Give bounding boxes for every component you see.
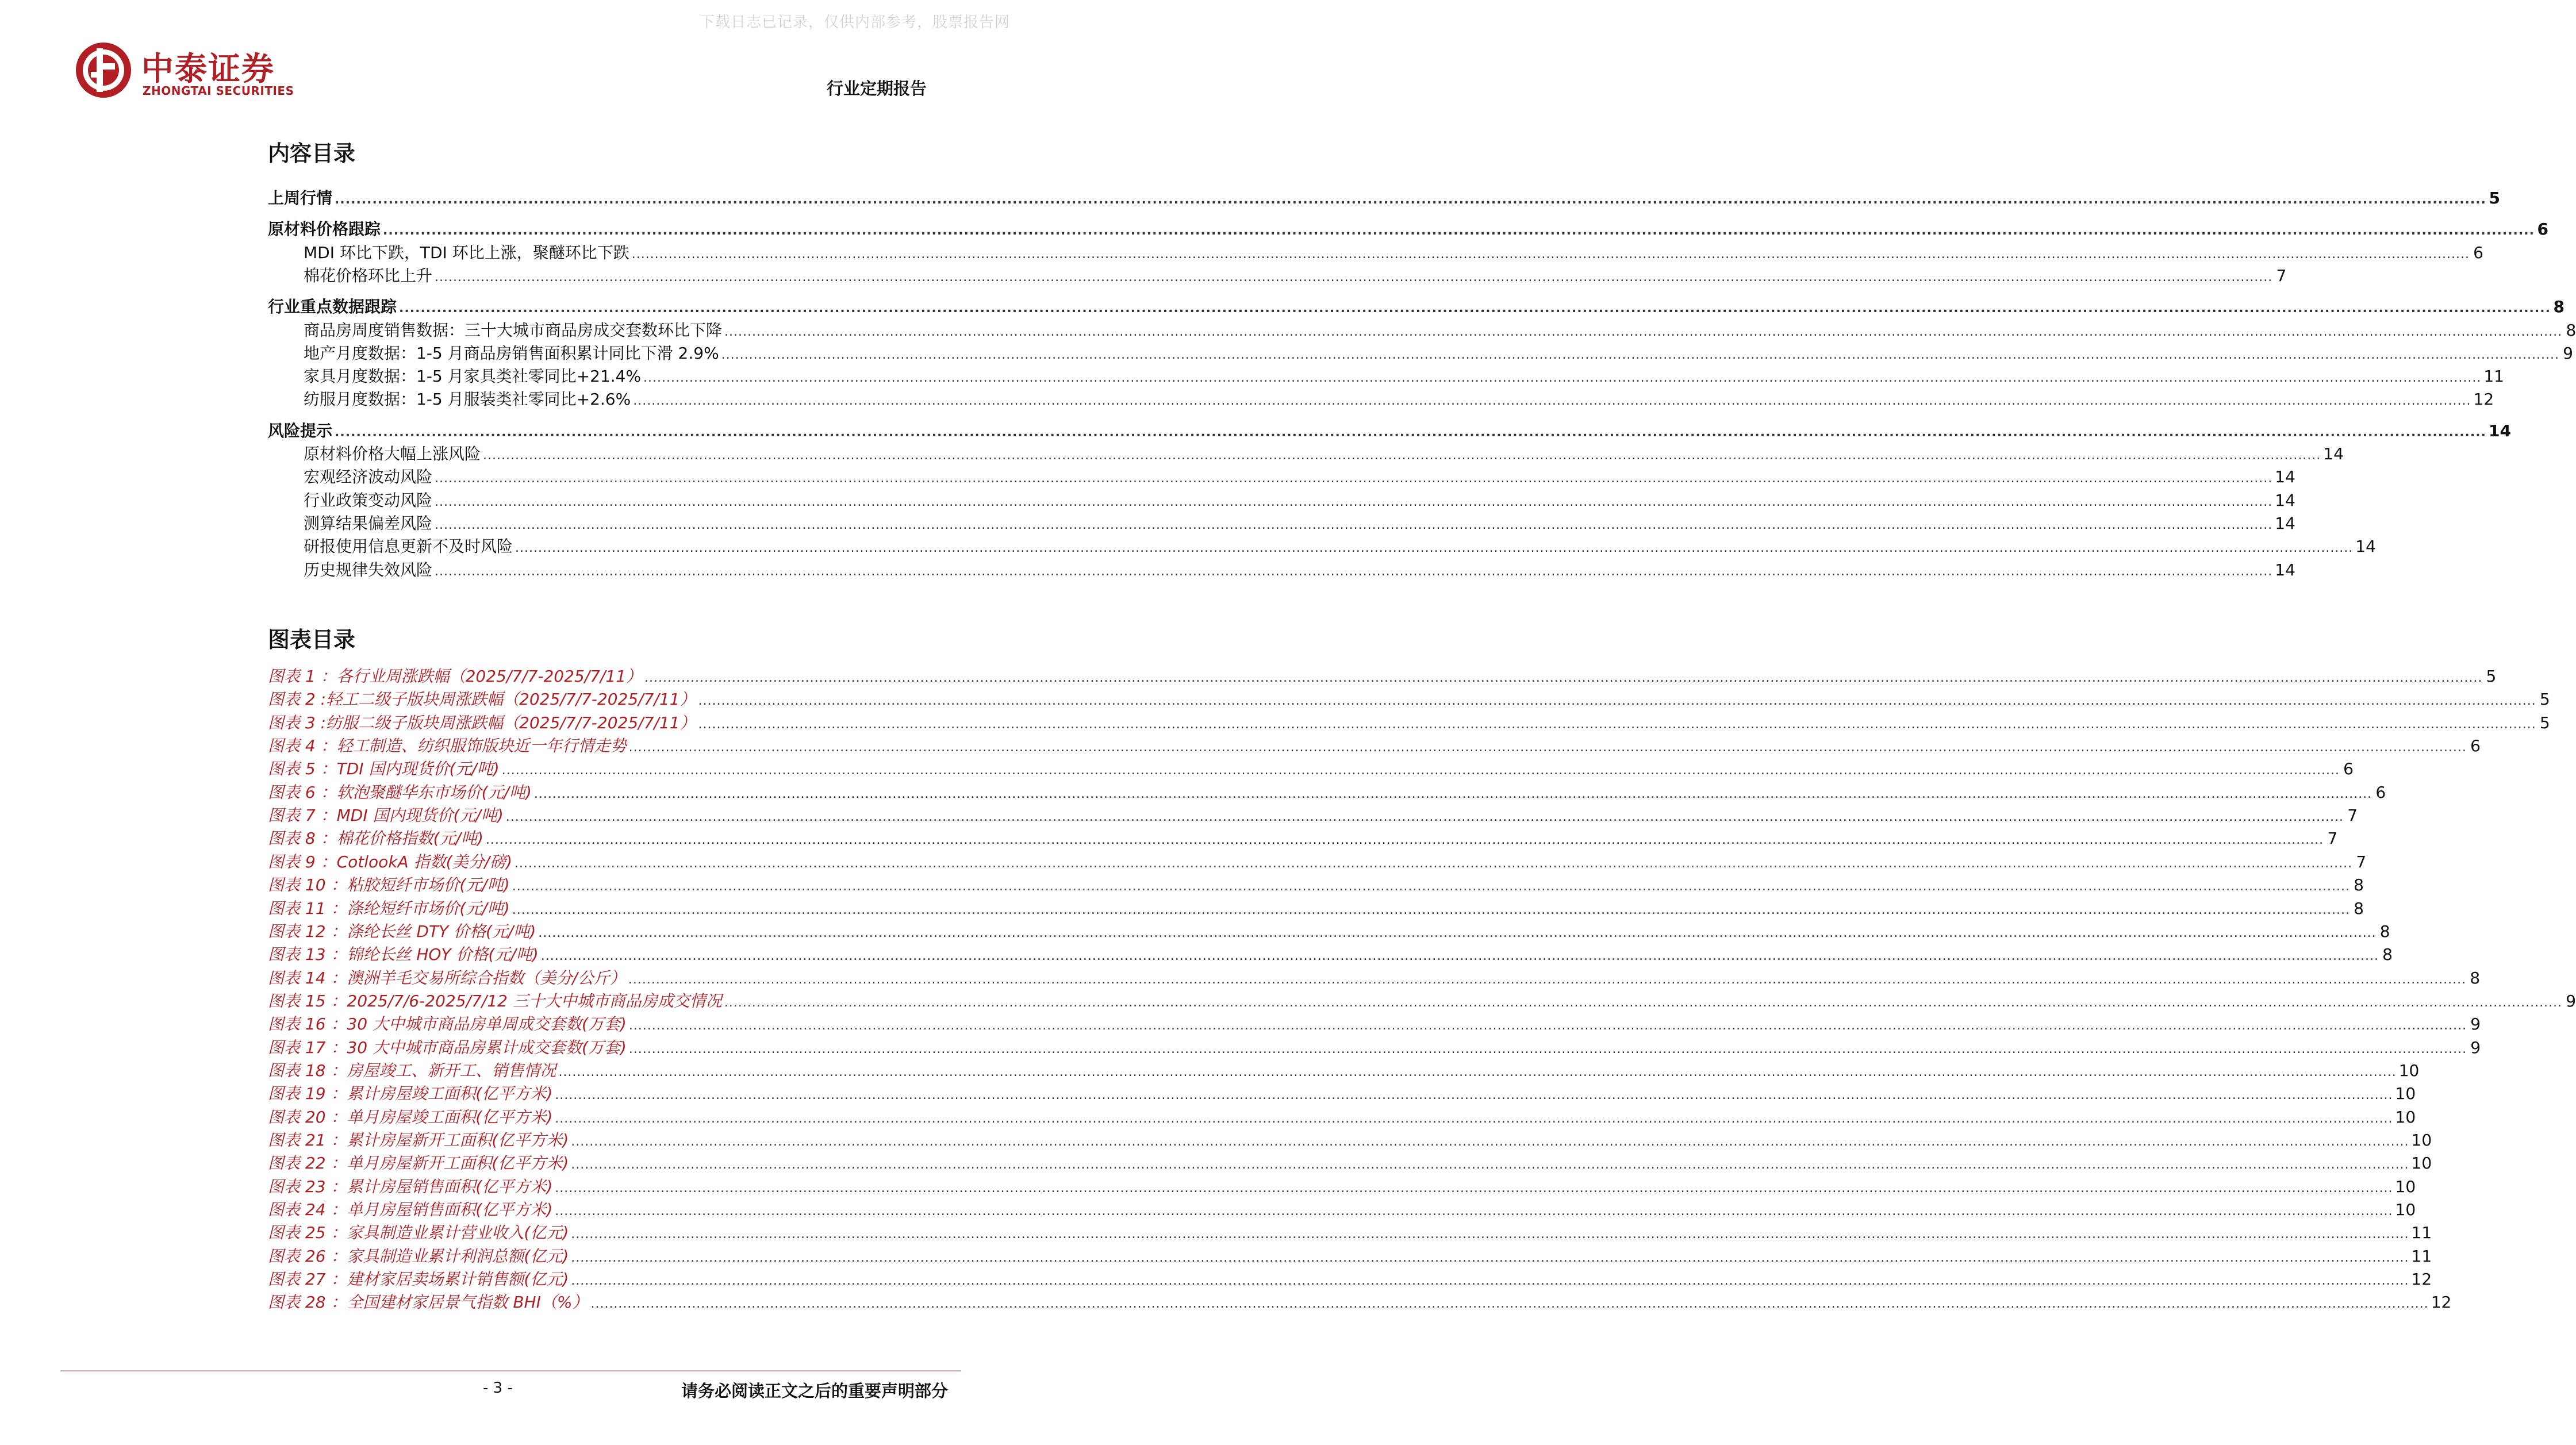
dot-leader: ................................................................................................................................................................................................................................................................................................................................................................................................................ [633, 394, 2471, 409]
entry-page-number: 5 [2486, 667, 2497, 686]
entry-label: 图表 12 ：涤纶长丝 DTY 价格(元/吨) [268, 921, 536, 941]
dot-leader: ................................................................................................................................................................................................................................................................................................................................................................................................................ [483, 448, 2321, 463]
entry-label: 研报使用信息更新不及时风险 [304, 537, 513, 556]
dot-leader: ................................................................................................................................................................................................................................................................................................................................................................................................................ [435, 494, 2273, 509]
entry-page-number: 7 [2276, 266, 2287, 285]
dot-leader: ................................................................................................................................................................................................................................................................................................................................................................................................................ [724, 324, 2563, 339]
entry-label: 原材料价格跟踪 [268, 220, 381, 239]
figure-entry[interactable] [268, 1174, 2416, 1197]
figure-entry[interactable] [268, 872, 2364, 895]
entry-label: 图表 10 ：粘胶短纤市场价(元/吨) [268, 875, 510, 895]
entry-label: 图表 13 ：锦纶长丝 HOY 价格(元/吨) [268, 945, 539, 964]
entry-page-number: 14 [2275, 490, 2295, 510]
entry-label: 棉花价格环比上升 [304, 266, 433, 285]
logo-chinese-name: 中泰证券 [141, 51, 275, 88]
entry-page-number: 10 [2411, 1131, 2432, 1150]
dot-leader: ................................................................................................................................................................................................................................................................................................................................................................................................................ [335, 193, 2486, 207]
watermark: 下载日志已记录，仅供内部参考，股票报告网 [699, 14, 1010, 31]
entry-page-number: 7 [2356, 852, 2367, 871]
entry-label: 行业政策变动风险 [304, 490, 433, 510]
figure-entry[interactable] [268, 896, 2364, 919]
dot-leader: ................................................................................................................................................................................................................................................................................................................................................................................................................ [501, 763, 2340, 778]
figure-entry[interactable] [268, 825, 2338, 848]
toc-entry[interactable] [268, 363, 2504, 386]
dot-leader: ................................................................................................................................................................................................................................................................................................................................................................................................................ [383, 224, 2535, 239]
entry-label: 图表 16 ：30 大中城市商品房单周成交套数(万套) [268, 1014, 627, 1034]
figures-title: 图表目录 [268, 627, 356, 652]
dot-leader: ................................................................................................................................................................................................................................................................................................................................................................................................................ [590, 1297, 2429, 1312]
figure-entry[interactable] [268, 802, 2358, 825]
entry-label: 图表 24 ：单月房屋销售面积(亿平方米) [268, 1200, 553, 1220]
toc-title: 内容目录 [268, 141, 356, 166]
entry-page-number: 14 [2275, 513, 2295, 533]
entry-page-number: 10 [2398, 1060, 2420, 1080]
figure-entry[interactable] [268, 1081, 2416, 1104]
entry-label: 图表 23 ：累计房屋销售面积(亿平方米) [268, 1177, 553, 1196]
dot-leader: ................................................................................................................................................................................................................................................................................................................................................................................................................ [558, 1064, 2397, 1079]
footer-divider [60, 1370, 961, 1371]
entry-page-number: 10 [2395, 1177, 2416, 1196]
dot-leader: ................................................................................................................................................................................................................................................................................................................................................................................................................ [571, 1158, 2409, 1173]
dot-leader: ................................................................................................................................................................................................................................................................................................................................................................................................................ [540, 949, 2379, 964]
figure-entry[interactable] [268, 733, 2481, 756]
figure-entry[interactable] [268, 1150, 2432, 1173]
entry-label: 图表 9 ：CotlookA 指数(美分/磅) [268, 852, 512, 871]
figure-entry[interactable] [268, 756, 2354, 779]
report-type: 行业定期报告 [826, 79, 927, 98]
dot-leader: ................................................................................................................................................................................................................................................................................................................................................................................................................ [643, 371, 2482, 386]
dot-leader: ................................................................................................................................................................................................................................................................................................................................................................................................................ [485, 833, 2324, 848]
entry-page-number: 12 [2411, 1270, 2432, 1289]
entry-label: 图表 26 ：家具制造业累计利润总额(亿元) [268, 1246, 569, 1266]
entry-label: 图表 19 ：累计房屋竣工面积(亿平方米) [268, 1084, 553, 1104]
entry-label: 图表 2 :轻工二级子版块周涨跌幅（2025/7/7-2025/7/11） [268, 690, 696, 709]
dot-leader: ................................................................................................................................................................................................................................................................................................................................................................................................................ [435, 471, 2273, 486]
figure-entry[interactable] [268, 663, 2497, 686]
dot-leader: ................................................................................................................................................................................................................................................................................................................................................................................................................ [555, 1181, 2393, 1196]
logo-english-name: ZHONGTAI SECURITIES [143, 84, 294, 98]
entry-label: 图表 27 ：建材家居卖场累计销售额(亿元) [268, 1270, 569, 1289]
entry-page-number: 12 [2473, 390, 2494, 409]
entry-page-number: 10 [2395, 1200, 2416, 1220]
dot-leader: ................................................................................................................................................................................................................................................................................................................................................................................................................ [721, 347, 2559, 362]
entry-label: 图表 14 ：澳洲羊毛交易所综合指数（美分/公斤） [268, 968, 626, 987]
entry-label: 图表 18 ：房屋竣工、新开工、销售情况 [268, 1060, 556, 1080]
entry-page-number: 7 [2347, 806, 2358, 825]
entry-page-number: 8 [2382, 945, 2393, 964]
logo-emblem-icon [74, 40, 133, 100]
dot-leader: ................................................................................................................................................................................................................................................................................................................................................................................................................ [724, 995, 2563, 1010]
entry-page-number: 12 [2431, 1293, 2452, 1312]
entry-page-number: 8 [2354, 898, 2364, 918]
entry-label: 图表 4 ：轻工制造、纺织服饰版块近一年行情走势 [268, 736, 627, 756]
toc-entry[interactable] [268, 263, 2287, 286]
figure-entry[interactable] [268, 1197, 2416, 1220]
footer-disclaimer: 请务必阅读正文之后的重要声明部分 [681, 1381, 948, 1401]
entry-page-number: 6 [2375, 782, 2386, 802]
entry-page-number: 8 [2354, 875, 2364, 895]
figure-entry[interactable] [268, 988, 2576, 1011]
entry-page-number: 11 [2411, 1246, 2432, 1266]
dot-leader: ................................................................................................................................................................................................................................................................................................................................................................................................................ [571, 1274, 2409, 1289]
dot-leader: ................................................................................................................................................................................................................................................................................................................................................................................................................ [435, 270, 2273, 285]
toc-entry[interactable] [268, 386, 2494, 409]
figure-entry[interactable] [268, 1266, 2432, 1289]
figure-entry[interactable] [268, 1289, 2452, 1312]
figure-entry[interactable] [268, 941, 2393, 964]
dot-leader: ................................................................................................................................................................................................................................................................................................................................................................................................................ [399, 301, 2551, 316]
entry-label: 历史规律失效风险 [304, 560, 433, 579]
toc-entry[interactable] [268, 340, 2573, 363]
toc-entry[interactable] [268, 317, 2576, 340]
toc-entry[interactable] [268, 441, 2344, 464]
dot-leader: ................................................................................................................................................................................................................................................................................................................................................................................................................ [555, 1088, 2393, 1103]
figure-entry[interactable] [268, 1011, 2481, 1034]
figure-entry[interactable] [268, 1243, 2432, 1266]
dot-leader: ................................................................................................................................................................................................................................................................................................................................................................................................................ [571, 1227, 2409, 1242]
entry-page-number: 8 [2553, 297, 2565, 317]
entry-page-number: 5 [2539, 690, 2550, 709]
entry-page-number: 5 [2539, 713, 2550, 732]
toc-entry[interactable] [268, 487, 2295, 510]
entry-page-number: 6 [2537, 220, 2548, 239]
entry-label: 图表 11 ：涤纶短纤市场价(元/吨) [268, 898, 510, 918]
entry-page-number: 8 [2470, 968, 2481, 987]
entry-page-number: 14 [2355, 537, 2376, 556]
toc-entry[interactable] [268, 216, 2548, 239]
toc-entry[interactable] [268, 557, 2295, 580]
entry-label: 上周行情 [268, 189, 333, 207]
entry-page-number: 9 [2470, 1037, 2481, 1057]
entry-page-number: 11 [2483, 367, 2504, 386]
entry-label: 图表 21 ：累计房屋新开工面积(亿平方米) [268, 1131, 569, 1150]
dot-leader: ................................................................................................................................................................................................................................................................................................................................................................................................................ [628, 972, 2467, 987]
figure-entry[interactable] [268, 1104, 2416, 1127]
entry-label: 图表 1 ：各行业周涨跌幅（2025/7/7-2025/7/11） [268, 667, 643, 686]
dot-leader: ................................................................................................................................................................................................................................................................................................................................................................................................................ [435, 564, 2273, 579]
entry-label: 图表 28 ：全国建材家居景气指数 BHI（%） [268, 1293, 589, 1312]
entry-label: 图表 3 :纺服二级子版块周涨跌幅（2025/7/7-2025/7/11） [268, 713, 696, 732]
dot-leader: ................................................................................................................................................................................................................................................................................................................................................................................................................ [515, 541, 2354, 556]
dot-leader: ................................................................................................................................................................................................................................................................................................................................................................................................................ [628, 1019, 2467, 1033]
entry-page-number: 14 [2275, 560, 2295, 579]
toc-entry[interactable] [268, 418, 2511, 441]
entry-label: 图表 5 ：TDI 国内现货价(元/吨) [268, 759, 500, 779]
entry-label: MDI 环比下跌，TDI 环比上涨，聚醚环比下跌 [304, 243, 629, 262]
toc-entry[interactable] [268, 510, 2295, 533]
dot-leader: ................................................................................................................................................................................................................................................................................................................................................................................................................ [435, 517, 2273, 532]
dot-leader: ................................................................................................................................................................................................................................................................................................................................................................................................................ [505, 810, 2344, 825]
dot-leader: ................................................................................................................................................................................................................................................................................................................................................................................................................ [628, 740, 2467, 755]
entry-page-number: 9 [2566, 991, 2576, 1010]
dot-leader: ................................................................................................................................................................................................................................................................................................................................................................................................................ [335, 425, 2486, 440]
toc-entry[interactable] [268, 294, 2565, 317]
dot-leader: ................................................................................................................................................................................................................................................................................................................................................................................................................ [698, 694, 2536, 709]
page-number: - 3 - [483, 1379, 513, 1397]
entry-label: 家具月度数据：1-5 月家具类社零同比+21.4% [304, 367, 642, 386]
figure-entry[interactable] [268, 849, 2367, 872]
dot-leader: ................................................................................................................................................................................................................................................................................................................................................................................................................ [555, 1204, 2393, 1219]
entry-label: 宏观经济波动风险 [304, 467, 433, 487]
entry-label: 纺服月度数据：1-5 月服装类社零同比+2.6% [304, 390, 631, 409]
entry-page-number: 7 [2327, 829, 2338, 848]
entry-page-number: 6 [2470, 736, 2481, 756]
entry-label: 图表 7 ：MDI 国内现货价(元/吨) [268, 806, 504, 825]
toc-entry[interactable] [268, 185, 2500, 208]
dot-leader: ................................................................................................................................................................................................................................................................................................................................................................................................................ [631, 247, 2470, 262]
figure-entry[interactable] [268, 686, 2550, 709]
entry-label: 原材料价格大幅上涨风险 [304, 444, 481, 463]
entry-page-number: 10 [2411, 1154, 2432, 1173]
dot-leader: ................................................................................................................................................................................................................................................................................................................................................................................................................ [514, 856, 2353, 871]
entry-label: 地产月度数据：1-5 月商品房销售面积累计同比下滑 2.9% [304, 343, 719, 363]
dot-leader: ................................................................................................................................................................................................................................................................................................................................................................................................................ [571, 1135, 2409, 1149]
dot-leader: ................................................................................................................................................................................................................................................................................................................................................................................................................ [644, 671, 2483, 685]
entry-page-number: 5 [2489, 189, 2500, 207]
dot-leader: ................................................................................................................................................................................................................................................................................................................................................................................................................ [698, 717, 2536, 732]
entry-label: 商品房周度销售数据：三十大城市商品房成交套数环比下降 [304, 320, 723, 340]
dot-leader: ................................................................................................................................................................................................................................................................................................................................................................................................................ [628, 1042, 2467, 1056]
dot-leader: ................................................................................................................................................................................................................................................................................................................................................................................................................ [538, 925, 2377, 940]
dot-leader: ................................................................................................................................................................................................................................................................................................................................................................................................................ [533, 786, 2372, 801]
entry-page-number: 6 [2343, 759, 2354, 779]
entry-page-number: 9 [2470, 1014, 2481, 1034]
entry-label: 测算结果偏差风险 [304, 513, 433, 533]
entry-label: 图表 22 ：单月房屋新开工面积(亿平方米) [268, 1154, 569, 1173]
entry-label: 图表 8 ：棉花价格指数(元/吨) [268, 829, 483, 848]
entry-page-number: 14 [2323, 444, 2344, 463]
company-logo [74, 40, 327, 103]
entry-page-number: 10 [2395, 1107, 2416, 1127]
dot-leader: ................................................................................................................................................................................................................................................................................................................................................................................................................ [512, 902, 2350, 917]
figure-entry[interactable] [268, 1035, 2481, 1058]
entry-page-number: 6 [2473, 243, 2483, 262]
entry-label: 风险提示 [268, 421, 333, 440]
figure-entry[interactable] [268, 1220, 2432, 1243]
figure-entry[interactable] [268, 779, 2386, 802]
entry-page-number: 10 [2395, 1084, 2416, 1104]
entry-label: 行业重点数据跟踪 [268, 297, 397, 317]
dot-leader: ................................................................................................................................................................................................................................................................................................................................................................................................................ [571, 1250, 2409, 1265]
entry-label: 图表 25 ：家具制造业累计营业收入(亿元) [268, 1223, 569, 1243]
toc-entry[interactable] [268, 240, 2483, 263]
figure-entry[interactable] [268, 919, 2390, 941]
entry-page-number: 8 [2566, 320, 2576, 340]
toc-entry[interactable] [268, 533, 2376, 556]
figure-entry[interactable] [268, 965, 2481, 988]
figure-entry[interactable] [268, 710, 2550, 733]
entry-label: 图表 20 ：单月房屋竣工面积(亿平方米) [268, 1107, 553, 1127]
entry-page-number: 9 [2563, 343, 2573, 363]
entry-page-number: 8 [2379, 921, 2390, 941]
entry-page-number: 14 [2275, 467, 2295, 487]
dot-leader: ................................................................................................................................................................................................................................................................................................................................................................................................................ [512, 879, 2350, 894]
toc-entry[interactable] [268, 464, 2295, 487]
entry-page-number: 11 [2411, 1223, 2432, 1243]
dot-leader: ................................................................................................................................................................................................................................................................................................................................................................................................................ [555, 1111, 2393, 1126]
entry-label: 图表 15 ：2025/7/6-2025/7/12 三十大中城市商品房成交情况 [268, 991, 722, 1010]
figure-entry[interactable] [268, 1058, 2420, 1081]
entry-page-number: 14 [2488, 421, 2511, 440]
entry-label: 图表 6 ：软泡聚醚华东市场价(元/吨) [268, 782, 532, 802]
entry-label: 图表 17 ：30 大中城市商品房累计成交套数(万套) [268, 1037, 627, 1057]
figure-entry[interactable] [268, 1127, 2432, 1150]
